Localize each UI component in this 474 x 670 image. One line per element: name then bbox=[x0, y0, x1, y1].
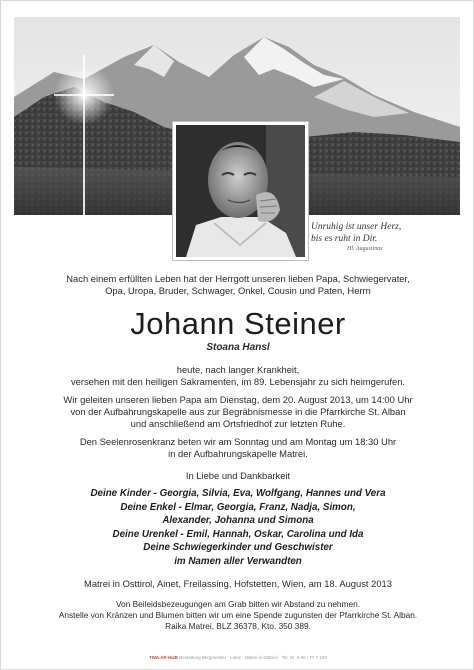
quote-line-1: Unruhig ist unser Herz, bbox=[311, 222, 402, 232]
family-line: im Namen aller Verwandten bbox=[174, 556, 302, 568]
quote-line-2: bis es ruht in Dir. bbox=[311, 234, 378, 244]
funeral-line-3: und anschließend am Ortsfriedhof zur letzten Ruhe. bbox=[130, 418, 346, 430]
quote-block bbox=[311, 221, 461, 254]
footer-text: Bestattung Bergmeister · Lienz · Matrei in Osttirol · Tel. Nr. 0 50 / 77 7 100 bbox=[179, 655, 327, 660]
notes-line-1: Von Beileidsbezeugungen am Grab bitten wir Abstand zu nehmen. bbox=[116, 599, 360, 610]
place-date: Matrei in Osttirol, Ainet, Freilassing, Hofstetten, Wien, am 18. August 2013 bbox=[84, 577, 392, 589]
family-line: Deine Schwiegerkinder und Geschwister bbox=[143, 542, 333, 554]
portrait-image bbox=[176, 125, 305, 257]
family-list bbox=[21, 487, 455, 569]
deceased-name: Johann Steiner bbox=[130, 305, 346, 341]
family-line: Alexander, Johanna und Simona bbox=[162, 515, 314, 527]
notes-line-2: Anstelle von Kränzen und Blumen bitten wir um eine Spende zugunsten der Pfarrkirche St. Alban. bbox=[58, 610, 418, 621]
portrait-photo bbox=[173, 122, 308, 260]
gratitude-line: In Liebe und Dankbarkeit bbox=[185, 469, 291, 481]
death-notice-line-2: versehen mit den heiligen Sakramenten, im 89. Lebensjahr zu sich heimgerufen. bbox=[70, 376, 406, 388]
quote-author: Hl. Augustinus bbox=[347, 246, 383, 252]
family-line: Deine Enkel - Elmar, Georgia, Franz, Nadja, Simon, bbox=[120, 501, 356, 513]
deceased-nickname: Stoana Hansl bbox=[206, 341, 270, 353]
family-line: Deine Urenkel - Emil, Hannah, Oskar, Carolina und Ida bbox=[112, 528, 364, 540]
notes-line-3: Raika Matrei, BLZ 36378, Kto. 350 389. bbox=[165, 621, 311, 632]
rosary-line-2: in der Aufbahrungskapelle Matrei. bbox=[168, 448, 308, 460]
obituary-text bbox=[21, 273, 455, 632]
rosary-line-1: Den Seelenrosenkranz beten wir am Sonntag und am Montag um 18:30 Uhr bbox=[79, 435, 397, 447]
family-line: Deine Kinder - Georgia, Silvia, Eva, Wolfgang, Hannes und Vera bbox=[90, 488, 386, 500]
footer-brand: TIWLAR·HUB bbox=[149, 655, 178, 660]
funeral-line-2: von der Aufbahrungskapelle aus zur Begräbnismesse in die Pfarrkirche St. Alban bbox=[70, 406, 406, 418]
death-notice-line-1: heute, nach langer Krankheit, bbox=[176, 363, 300, 375]
intro-line-1: Nach einem erfüllten Leben hat der Herrgott unseren lieben Papa, Schwiegervater, bbox=[66, 273, 410, 284]
footer-imprint bbox=[21, 655, 455, 661]
intro-line-2: Opa, Uropa, Bruder, Schwager, Onkel, Cousin und Paten, Herrn bbox=[105, 285, 371, 297]
funeral-line-1: Wir geleiten unseren lieben Papa am Dienstag, dem 20. August 2013, um 14:00 Uhr bbox=[63, 393, 413, 405]
